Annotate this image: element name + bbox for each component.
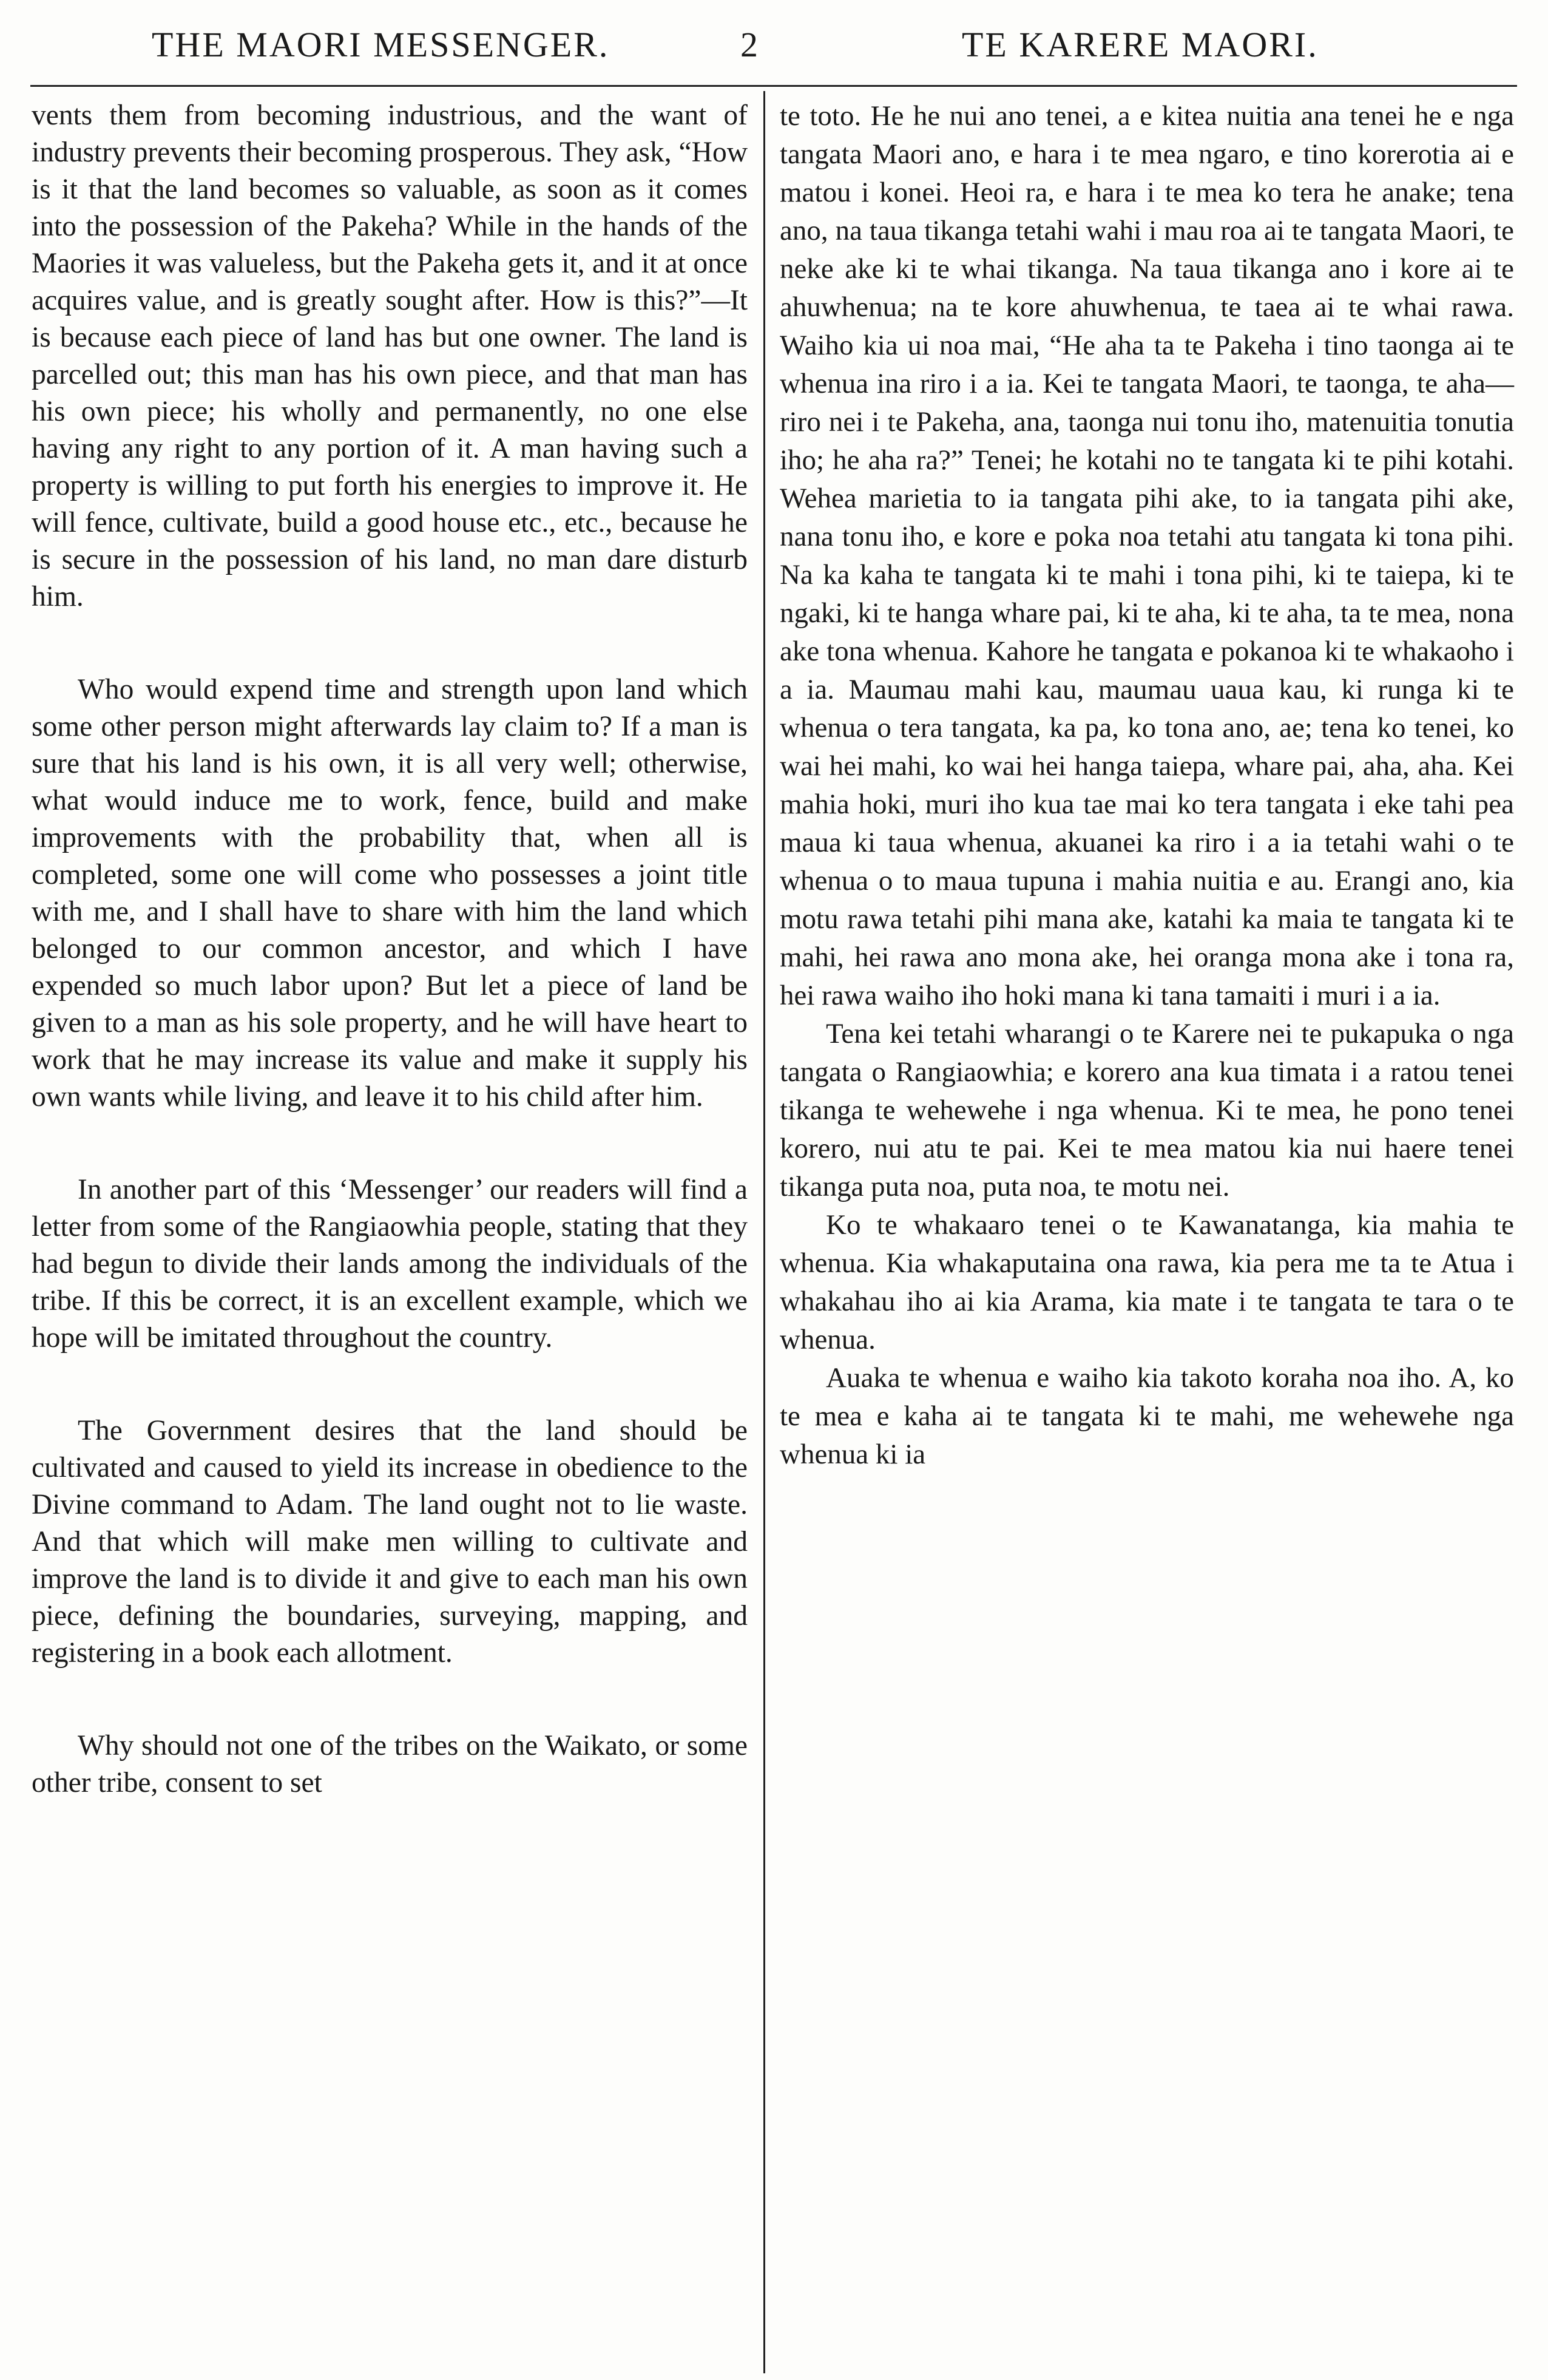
english-paragraph: vents them from becoming industrious, and the want of industry prevents their becoming prosperous. They ask, “How is it that the land becomes so valuable, as soon as it comes into the possession of the Pakeha? While in the hands of the Maories it was valueless, but the Pakeha gets it, and it at once acquires value, and is greatly sought after. How is this?”—It is because each piece of land has but one owner. The land is parcelled out; this man has his own piece, and that man has his own piece; his wholly and permanently, no one else having any right to any portion of it. A man having such a property is willing to put forth his energies to improve it. He will fence, cultivate, build a good house etc., etc., because he is secure in the possession of his land, no man dare disturb him. (32, 100, 748, 612)
page-number: 2 (740, 25, 760, 64)
maori-paragraph: Tena kei tetahi wharangi o te Karere nei te pukapuka o nga tangata o Rangiaowhia; e korero ana kua timata i a ratou tenei tikanga te wehewehe i nga whenua. Ki te mea, he pono tenei korero, nui atu te pai. Kei te mea matou kia nui haere tenei tikanga puta noa, puta noa, te motu nei. (780, 1018, 1514, 1202)
header-divider (30, 85, 1517, 87)
maori-column (780, 97, 1514, 1474)
english-paragraph: Why should not one of the tribes on the Waikato, or some other tribe, consent to set (32, 1730, 748, 1799)
page-header (24, 24, 1524, 73)
english-column (32, 97, 748, 1802)
maori-masthead: TE KARERE MAORI. (962, 25, 1319, 64)
english-paragraph: The Government desires that the land should be cultivated and caused to yield its increase in obedience to the Divine command to Adam. The land ought not to lie waste. And that which will make men willing to cultivate and improve the land is to divide it and give to each man his own piece, defining the boundaries, surveying, mapping, and registering in a book each allotment. (32, 1415, 748, 1669)
maori-paragraph: te toto. He he nui ano tenei, a e kitea nuitia ana tenei he e nga tangata Maori ano, e hara i te mea ngaro, e tino korerotia ai e matou i konei. Heoi ra, e hara i te mea ko tera he anake; tena ano, na taua tikanga tetahi wahi i mau roa ai te tangata Maori, te neke ake ki te whai tikanga. Na taua tikanga ano i kore ai te ahuwhenua; na te kore ahuwhenua, te taea ai te whai rawa. Waiho kia ui noa mai, “He aha ta te Pakeha i tino taonga ai te whenua ina riro i a ia. Kei te tangata Maori, te taonga, te aha—riro nei i te Pakeha, ana, taonga nui tonu iho, matenuitia tonutia iho; he aha ra?” Tenei; he kotahi no te tangata ki te pihi kotahi. Wehea marietia to ia tangata pihi ake, to ia tangata pihi ake, nana tonu iho, e kore e poka noa tetahi atu tangata ki tona pihi. Na ka kaha te tangata ki te mahi i tona pihi, ki te taiepa, ki te ngaki, ki te hanga whare pai, ki te aha, ki te aha, ta te mea, nona ake tona whenua. Kahore he tangata e pokanoa ki te whakaoho i a ia. Maumau mahi kau, maumau uaua kau, ki runga ki te whenua o tera tangata, ka pa, ko tona ano, ae; tena ko tenei, ko wai hei mahi, ko wai hei hanga taiepa, whare pai, aha, aha. Kei mahia hoki, muri iho kua tae mai ko tera tangata i eke tahi pea maua ki taua whenua, akuanei ka riro i a ia tetahi wahi o te whenua o to maua tupuna i mahia nuitia e au. Erangi ano, kia motu rawa tetahi pihi mana ake, katahi ka maia te tangata ki te mahi, hei rawa ano mona ake, hei oranga mona ake i tona ra, hei rawa waiho iho hoki mana ki tana tamaiti i muri i a ia. (780, 100, 1514, 1011)
maori-paragraph: Auaka te whenua e waiho kia takoto koraha noa iho. A, ko te mea e kaha ai te tangata ki te mahi, me wehewehe nga whenua ki ia (780, 1362, 1514, 1470)
maori-paragraph: Ko te whakaaro tenei o te Kawanatanga, kia mahia te whenua. Kia whakaputaina ona rawa, kia pera me ta te Atua i whakahau iho ai kia Arama, kia mate i te tangata te tara o te whenua. (780, 1209, 1514, 1355)
english-paragraph: Who would expend time and strength upon land which some other person might afterwards lay claim to? If a man is sure that his land is his own, it is all very well; otherwise, what would induce me to work, fence, build and make improvements with the probability that, when all is completed, some one will come who possesses a joint title with me, and I shall have to share with him the land which belonged to our common ancestor, and which I have expended so much labor upon? But let a piece of land be given to a man as his sole property, and he will have heart to work that he may increase its value and make it supply his own wants while living, and leave it to his child after him. (32, 674, 748, 1113)
english-masthead: THE MAORI MESSENGER. (152, 25, 610, 64)
column-divider (763, 91, 765, 2373)
english-paragraph: In another part of this ‘Messenger’ our readers will find a letter from some of the Rangiaowhia people, stating that they had begun to divide their lands among the individuals of the tribe. If this be correct, it is an excellent example, which we hope will be imitated throughout the country. (32, 1174, 748, 1354)
